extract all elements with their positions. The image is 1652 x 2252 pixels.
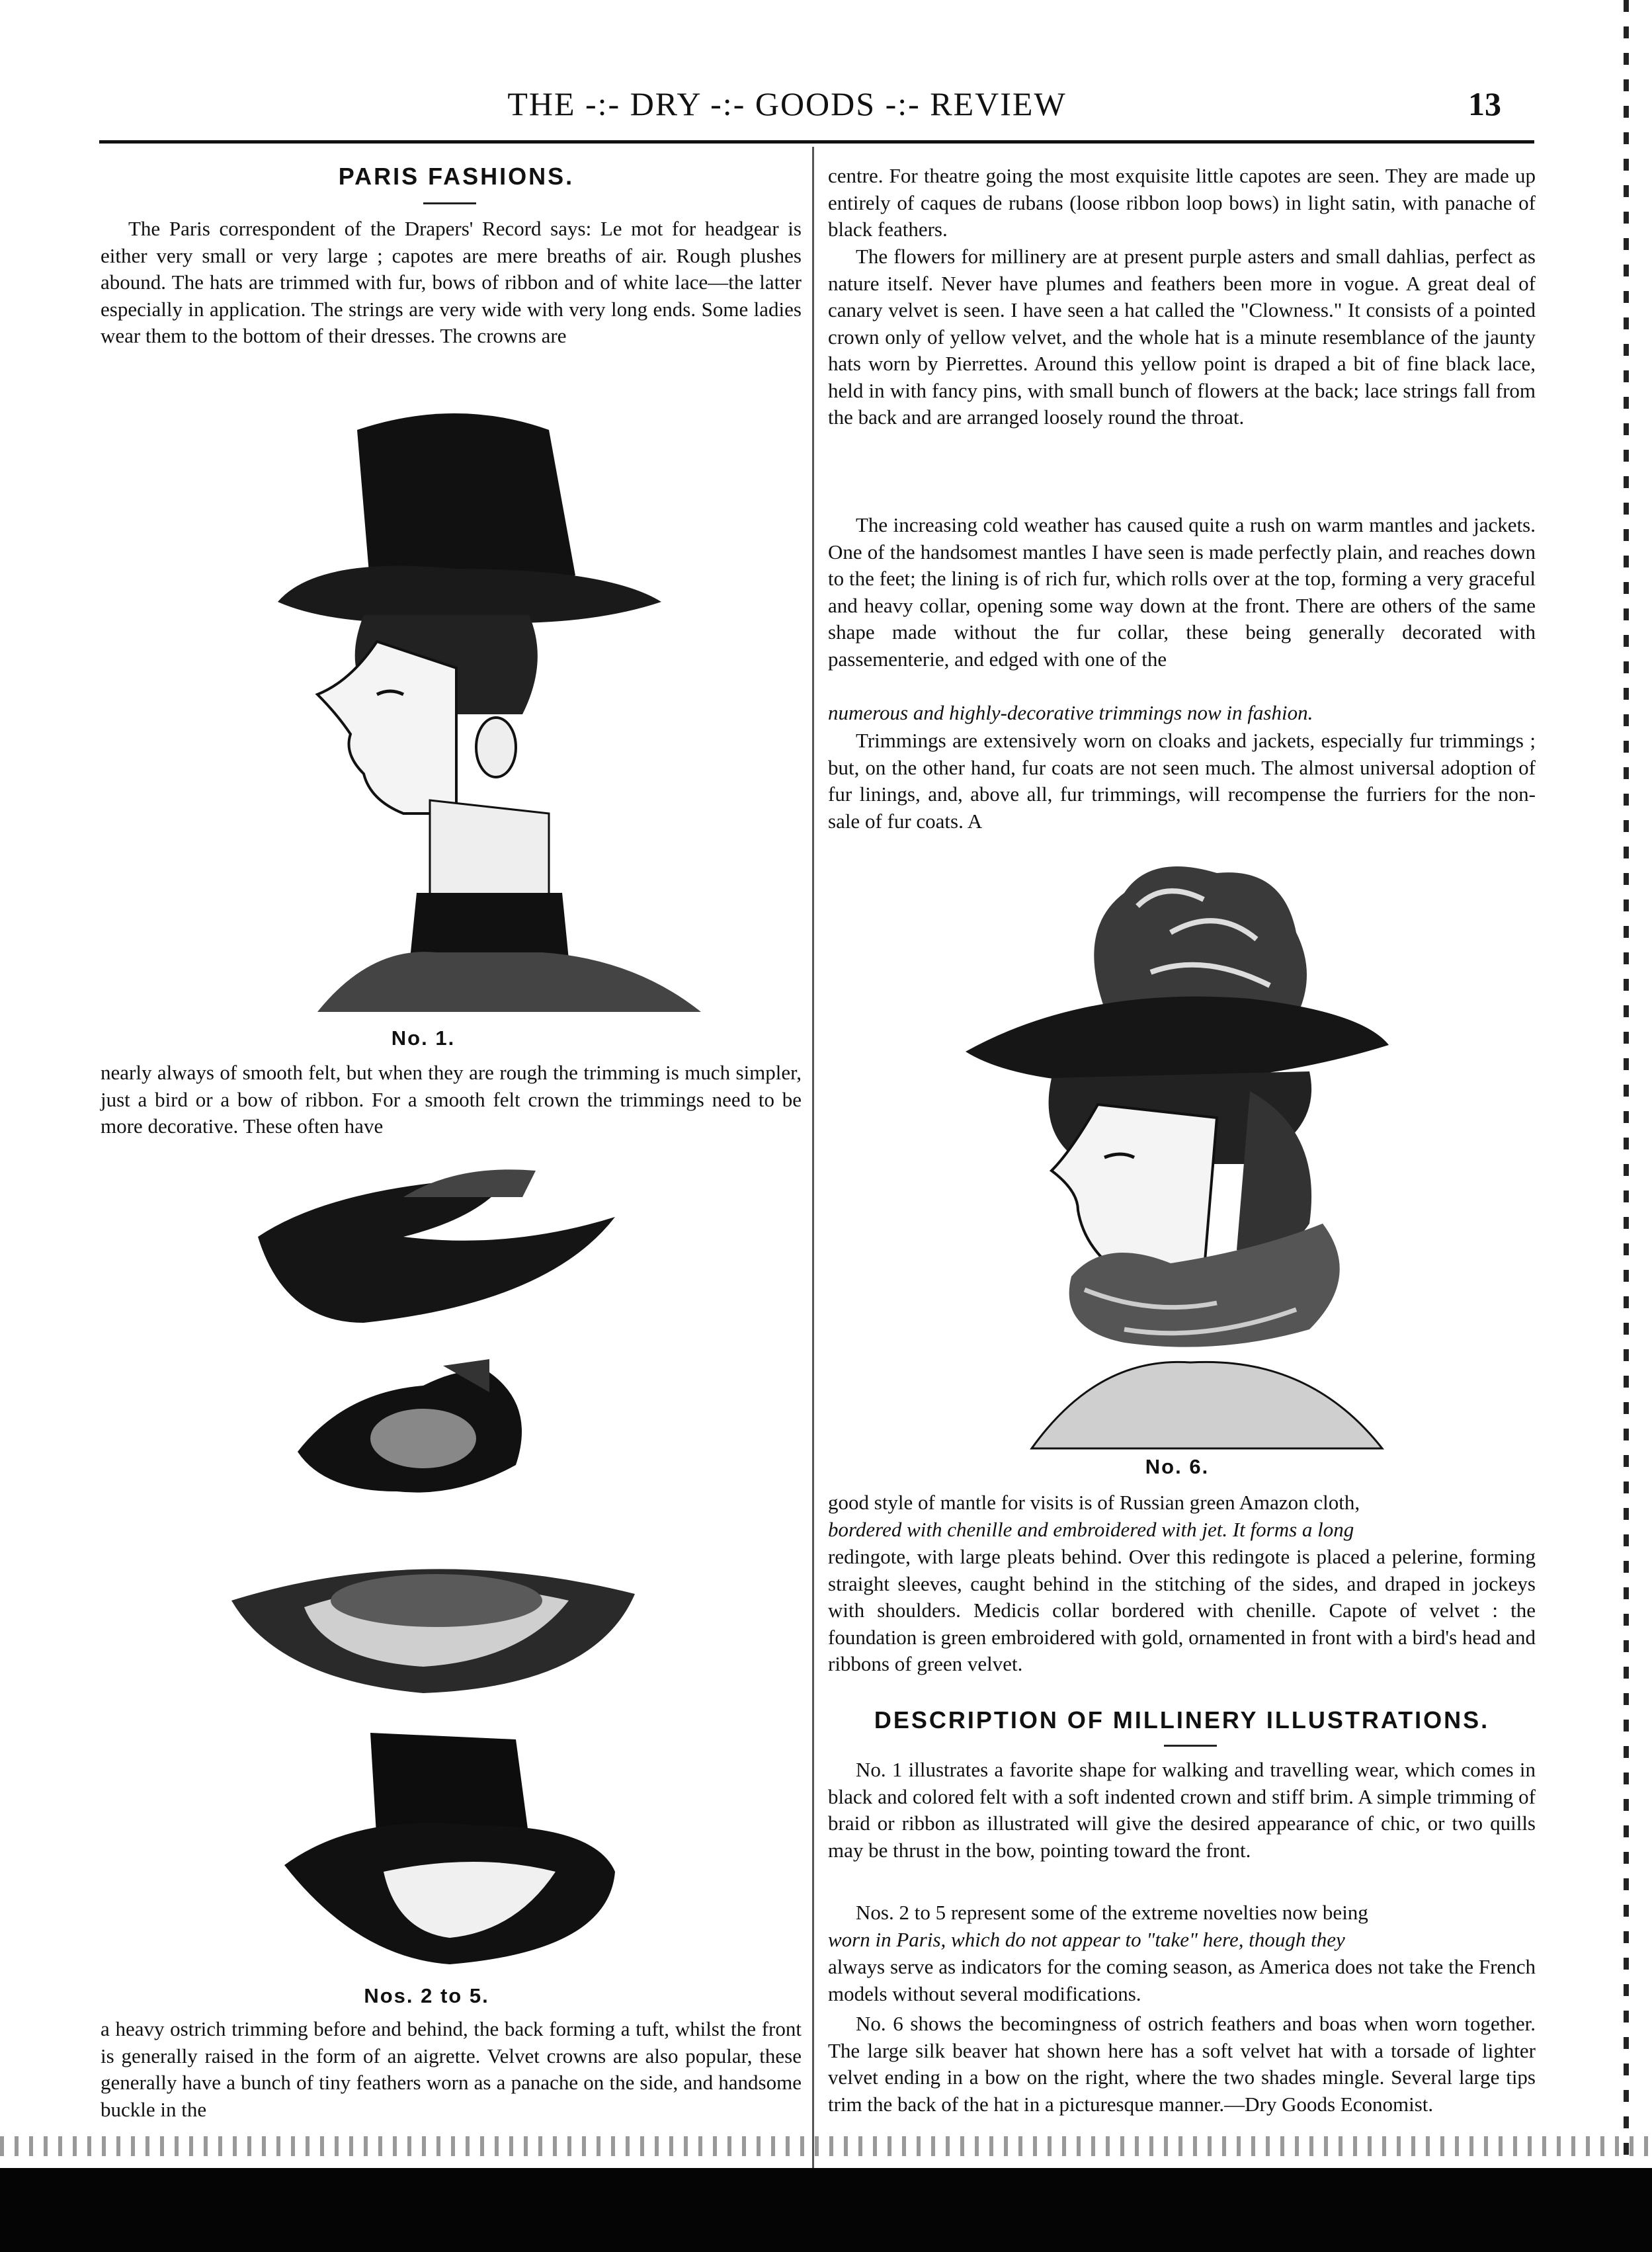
hat-illustration-no-4 [225, 1534, 648, 1700]
scan-bottom-noise [0, 2136, 1652, 2156]
caption-no-6: No. 6. [1145, 1455, 1210, 1478]
hat-illustration-no-2 [245, 1157, 641, 1336]
hat-illustration-no-5 [278, 1720, 622, 1971]
column-divider [812, 147, 814, 2171]
article-paragraph: Trimmings are extensively worn on cloaks and jackets, especially fur trimmings ; but, on the other hand, fur coats are not seen much. The almost universal adoption of fur linings, and, above all, fur trimmings, will recompense the furriers for the non-sale of fur coats. A [828, 729, 1536, 833]
scan-bottom-band [0, 2168, 1652, 2252]
article-paragraph: numerous and highly-decorative trimmings now in fashion. [828, 701, 1313, 724]
hat-illustration-no-3 [291, 1353, 542, 1505]
scan-edge-noise [1624, 0, 1629, 2163]
caption-no-1: No. 1. [391, 1026, 456, 1050]
description-paragraph: Nos. 2 to 5 represent some of the extreme novelties now being [856, 1901, 1368, 1924]
millinery-illustration-no-1 [238, 403, 701, 1012]
running-head: THE -:- DRY -:- GOODS -:- REVIEW [507, 85, 1067, 122]
title-rule [423, 202, 476, 204]
article-paragraph: nearly always of smooth felt, but when they are rough the trimming is much simpler, just a bird or a bow of ribbon. For a smooth felt crown the trimmings need to be more decorative. These often have [101, 1061, 802, 1138]
description-paragraph: No. 6 shows the becomingness of ostrich feathers and boas when worn together. The large silk beaver hat shown here has a soft velvet hat with a torsade of lighter velvet ending in a bow on the right, where the two shades mingle. Several large tips trim the back of the hat in a picturesque manner.—Dry Goods Economist. [828, 2012, 1536, 2116]
article-paragraph: The Paris correspondent of the Drapers' Record says: Le mot for headgear is either very small or very large ; capotes are mere breaths of air. Rough plushes abound. The hats are trimmed with fur, bows of ribbon and of white lace—the latter especially in application. The strings are very wide with very long ends. Some ladies wear them to the bottom of their dresses. The crowns are [101, 217, 802, 347]
description-paragraph: always serve as indicators for the coming season, as America does not take the French models without several modifications. [828, 1955, 1536, 2005]
article-paragraph: bordered with chenille and embroidered with jet. It forms a long [828, 1518, 1354, 1541]
article-paragraph: The increasing cold weather has caused quite a rush on warm mantles and jackets. One of the handsomest mantles I have seen is made perfectly plain, and reaches down to the feet; the lining is of rich fur, which rolls over at the top, forming a very graceful and heavy collar, opening some way down at the front. There are others of the same shape made without the fur collar, these being generally decorated with passementerie, and edged with one of the [828, 513, 1536, 671]
header-rule [99, 140, 1534, 144]
article-paragraph: redingote, with large pleats behind. Over this redingote is placed a pelerine, forming straight sleeves, caught behind in the stitching of the sides, and draped in jockeys with shoulders. Medicis collar bordered with chenille. Capote of velvet : the foundation is green embroidered with gold, ornamented in front with a bird's head and ribbons of green velvet. [828, 1545, 1536, 1675]
description-paragraph: worn in Paris, which do not appear to "take" here, though they [828, 1928, 1345, 1951]
section-title-description: DESCRIPTION OF MILLINERY ILLUSTRATIONS. [874, 1706, 1490, 1733]
description-paragraph: No. 1 illustrates a favorite shape for walking and travelling wear, which comes in black and colored felt with a soft indented crown and stiff brim. A simple trimming of braid or ribbon as illustrated will give the desired appearance of chic, or two quills may be thrust in the bow, pointing toward the front. [828, 1758, 1536, 1862]
article-title: PARIS FASHIONS. [338, 163, 575, 190]
article-paragraph: The flowers for millinery are at present purple asters and small dahlias, perfect as nature itself. Never have plumes and feathers been more in vogue. A great deal of canary velvet is seen. I have seen a hat called the "Clowness." It consists of a pointed crown only of yellow velvet, and the whole hat is a minute resemblance of the jaunty hats worn by Pierrettes. Around this yellow point is draped a bit of fine black lace, held in with fancy pins, with small bunch of flowers at the back; lace strings fall from the back and are arranged loosely round the throat. [828, 245, 1536, 429]
article-paragraph: good style of mantle for visits is of Russian green Amazon cloth, [828, 1491, 1360, 1514]
article-paragraph: centre. For theatre going the most exquisite little capotes are seen. They are made up entirely of caques de rubans (loose ribbon loop bows) in light satin, with panache of black feathers. [828, 164, 1536, 241]
millinery-illustration-no-6 [952, 853, 1428, 1448]
page-number: 13 [1468, 85, 1501, 122]
article-paragraph: a heavy ostrich trimming before and behind, the back forming a tuft, whilst the front is generally raised in the form of an aigrette. Velvet crowns are also popular, these generally have a bunch of tiny feathers worn as a panache on the side, and handsome buckle in the [101, 2017, 802, 2121]
caption-nos-2-to-5: Nos. 2 to 5. [364, 1984, 489, 2007]
title-rule [1164, 1745, 1217, 1747]
